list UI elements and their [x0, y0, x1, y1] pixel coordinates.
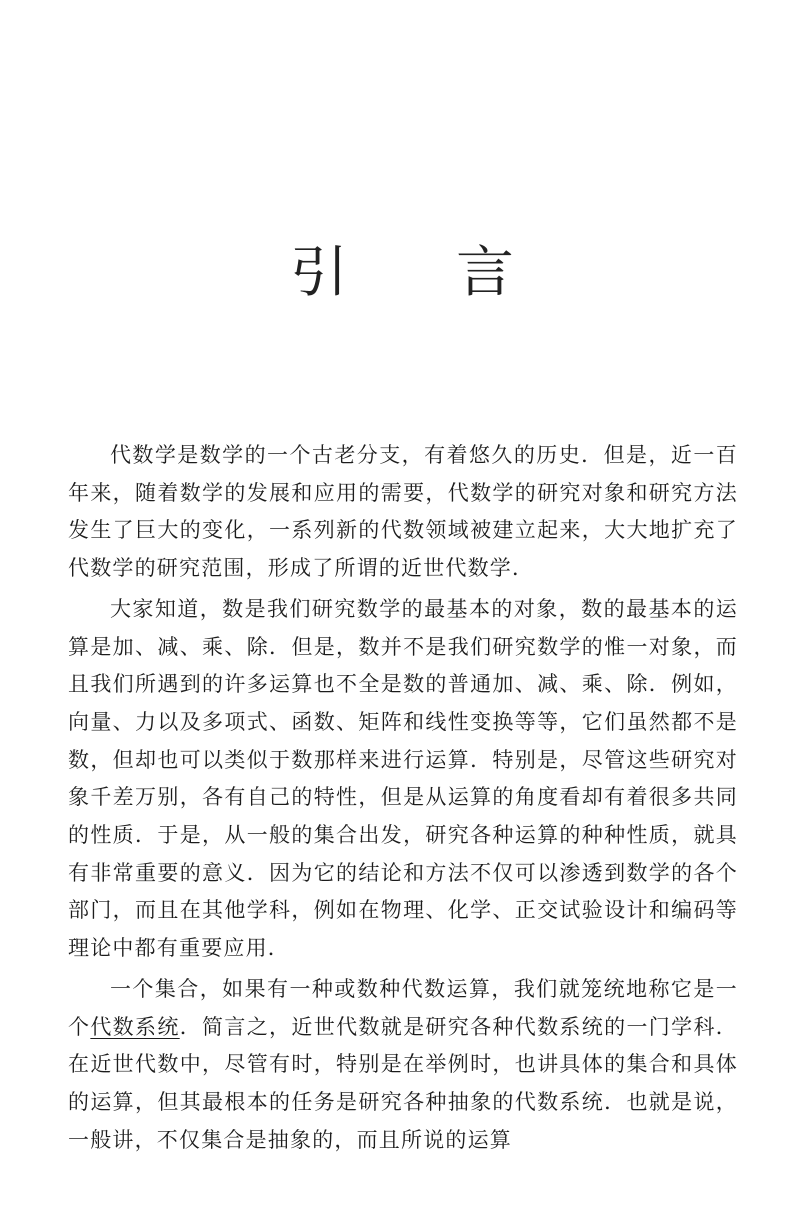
paragraph-3-after: ．简言之，近世代数就是研究各种代数系统的一门学科．在近世代数中，尽管有时，特别是在举例时，也讲具体的集合和具体的运算，但其最根本的任务是研究各种抽象的代数系统．也就是说，一般讲，不仅集合是抽象的，而且所说的运算 [68, 1014, 738, 1152]
body-text [68, 437, 738, 1159]
defined-term-algebraic-system: 代数系统 [90, 1014, 180, 1039]
paragraph-1: 代数学是数学的一个古老分支，有着悠久的历史．但是，近一百年来，随着数学的发展和应用的需要，代数学的研究对象和研究方法发生了巨大的变化，一系列新的代数领域被建立起来，大大地扩充了代数学的研究范围，形成了所谓的近世代数学． [68, 443, 738, 581]
paragraph-2: 大家知道，数是我们研究数学的最基本的对象，数的最基本的运算是加、减、乘、除．但是，数并不是我们研究数学的惟一对象，而且我们所遇到的许多运算也不全是数的普通加、减、乘、除．例如，向量、力以及多项式、函数、矩阵和线性变换等等，它们虽然都不是数，但却也可以类似于数那样来进行运算．特别是，尽管这些研究对象千差万别，各有自己的特性，但是从运算的角度看却有着很多共同的性质．于是，从一般的集合出发，研究各种运算的种种性质，就具有非常重要的意义．因为它的结论和方法不仅可以渗透到数学的各个部门，而且在其他学科，例如在物理、化学、正交试验设计和编码等理论中都有重要应用． [68, 596, 738, 961]
chapter-title [0, 232, 804, 312]
paragraph-3 [68, 971, 738, 1160]
title-char-2: 言 [456, 239, 515, 305]
title-char-1: 引 [289, 239, 348, 305]
paragraph-3-before: 一个集合，如果有一种或数种代数运算，我们就笼统地称它是一个 [68, 976, 738, 1039]
